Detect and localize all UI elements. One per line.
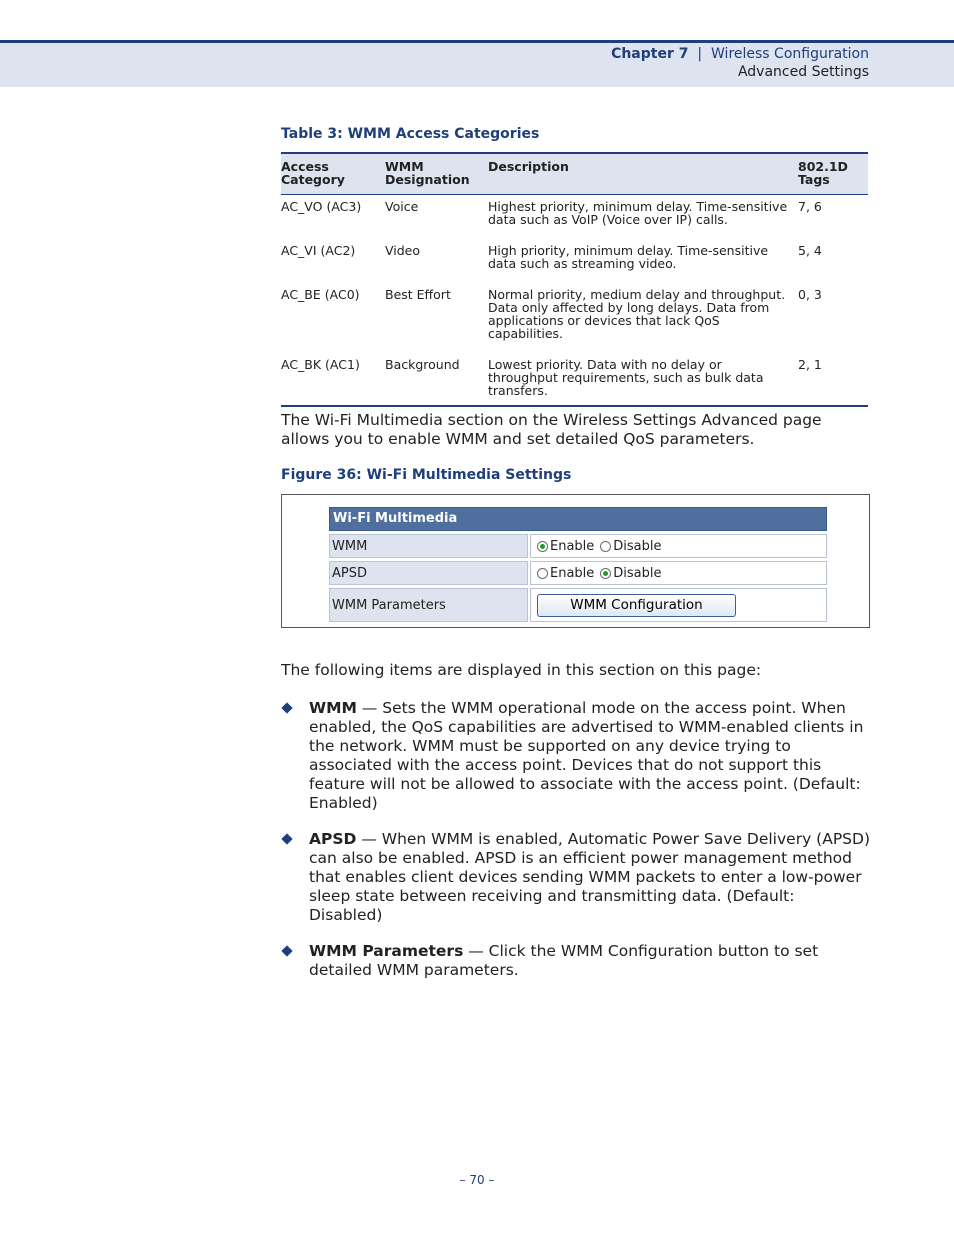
table-cell: Video (385, 243, 421, 258)
bullet-text: — When WMM is enabled, Automatic Power Save Delivery (APSD) can also be enabled. APSD is an efficient power management method that enables client devices sending WMM packets to enter a low-power sleep state between receiving and transmitting data. (Default: Disabled) (309, 830, 870, 924)
bullet-term: WMM (309, 699, 357, 717)
chapter-label: Chapter 7 (611, 46, 689, 62)
table-caption: Table 3: WMM Access Categories (281, 126, 540, 142)
apsd-disable-radio[interactable] (600, 568, 611, 579)
table-cell: Lowest priority. Data with no delay or throughput requirements, such as bulk data transfers. (488, 353, 798, 406)
wmm-label: WMM (329, 534, 528, 558)
table-row (281, 283, 868, 353)
bullet-term: APSD (309, 830, 357, 848)
table-cell: Voice (385, 199, 419, 214)
radio-label: Disable (613, 565, 662, 581)
items-intro: The following items are displayed in this section on this page: (281, 661, 762, 679)
running-header (611, 45, 869, 81)
wmm-options (530, 534, 827, 558)
bullet-text: — Click the WMM Configuration button to set detailed WMM parameters. (309, 942, 819, 979)
table-cell: AC_VO (AC3) (281, 199, 362, 214)
figure-frame (281, 494, 870, 628)
wmm-parameters-label: WMM Parameters (329, 588, 528, 622)
intro-paragraph: The Wi-Fi Multimedia section on the Wireless Settings Advanced page allows you to enable WMM and set detailed QoS parameters. (281, 411, 822, 448)
chapter-title: Wireless Configuration (711, 46, 869, 62)
apsd-label: APSD (329, 561, 528, 585)
panel-title: Wi-Fi Multimedia (329, 507, 827, 531)
wmm-parameters-row (329, 588, 827, 622)
bullet-item-wmm (281, 699, 871, 813)
table-cell: Normal priority, medium delay and throughput. Data only affected by long delays. Data from applications or devices that lack QoS capabilities. (488, 287, 786, 341)
section-title: Advanced Settings (737, 64, 869, 80)
column-header: 802.1D Tags (798, 153, 868, 195)
diamond-bullet-icon (281, 702, 292, 713)
table-cell: AC_BK (AC1) (281, 353, 385, 406)
apsd-options (530, 561, 827, 585)
wmm-disable-radio[interactable] (600, 541, 611, 552)
apsd-row (329, 561, 827, 585)
bullet-item-apsd (281, 830, 871, 925)
bullet-item-wmm-parameters (281, 942, 871, 980)
wmm-parameters-value (530, 588, 827, 622)
table-cell: High priority, minimum delay. Time-sensitive data such as streaming video. (488, 243, 769, 271)
page-number: – 70 – (459, 1173, 495, 1187)
apsd-enable-radio[interactable] (537, 568, 548, 579)
table-cell: 2, 1 (798, 353, 868, 406)
column-header: Description (488, 153, 798, 195)
table-cell: 0, 3 (798, 287, 822, 302)
radio-label: Enable (550, 538, 595, 554)
wmm-access-categories-table (281, 152, 868, 407)
header-separator: | (697, 46, 703, 62)
table-row (281, 195, 868, 240)
table-cell: Best Effort (385, 287, 451, 302)
wmm-configuration-button[interactable]: WMM Configuration (537, 594, 736, 617)
table-cell: Background (385, 353, 488, 406)
wmm-row (329, 534, 827, 558)
column-header: WMM Designation (385, 153, 488, 195)
radio-label: Enable (550, 565, 595, 581)
diamond-bullet-icon (281, 833, 292, 844)
bullet-term: WMM Parameters (309, 942, 464, 960)
column-header: Access Category (281, 153, 385, 195)
table-row (281, 353, 868, 406)
table-cell: AC_BE (AC0) (281, 287, 360, 302)
table-header-row (281, 153, 868, 195)
radio-label: Disable (613, 538, 662, 554)
figure-caption: Figure 36: Wi-Fi Multimedia Settings (281, 467, 572, 483)
table-cell: 5, 4 (798, 243, 822, 258)
table-row (281, 239, 868, 283)
bullet-text: — Sets the WMM operational mode on the access point. When enabled, the QoS capabilities are advertised to WMM-enabled clients in the network. WMM must be supported on any device trying to associated with the access point. Devices that do not support this feature will not be allowed to associate with the access point. (Default: Enabled) (309, 699, 864, 812)
table-cell: Highest priority, minimum delay. Time-sensitive data such as VoIP (Voice over IP) calls. (488, 199, 788, 227)
wmm-enable-radio[interactable] (537, 541, 548, 552)
table-cell: 7, 6 (798, 199, 822, 214)
diamond-bullet-icon (281, 945, 292, 956)
table-cell: AC_VI (AC2) (281, 243, 356, 258)
wifi-multimedia-panel (329, 507, 827, 622)
